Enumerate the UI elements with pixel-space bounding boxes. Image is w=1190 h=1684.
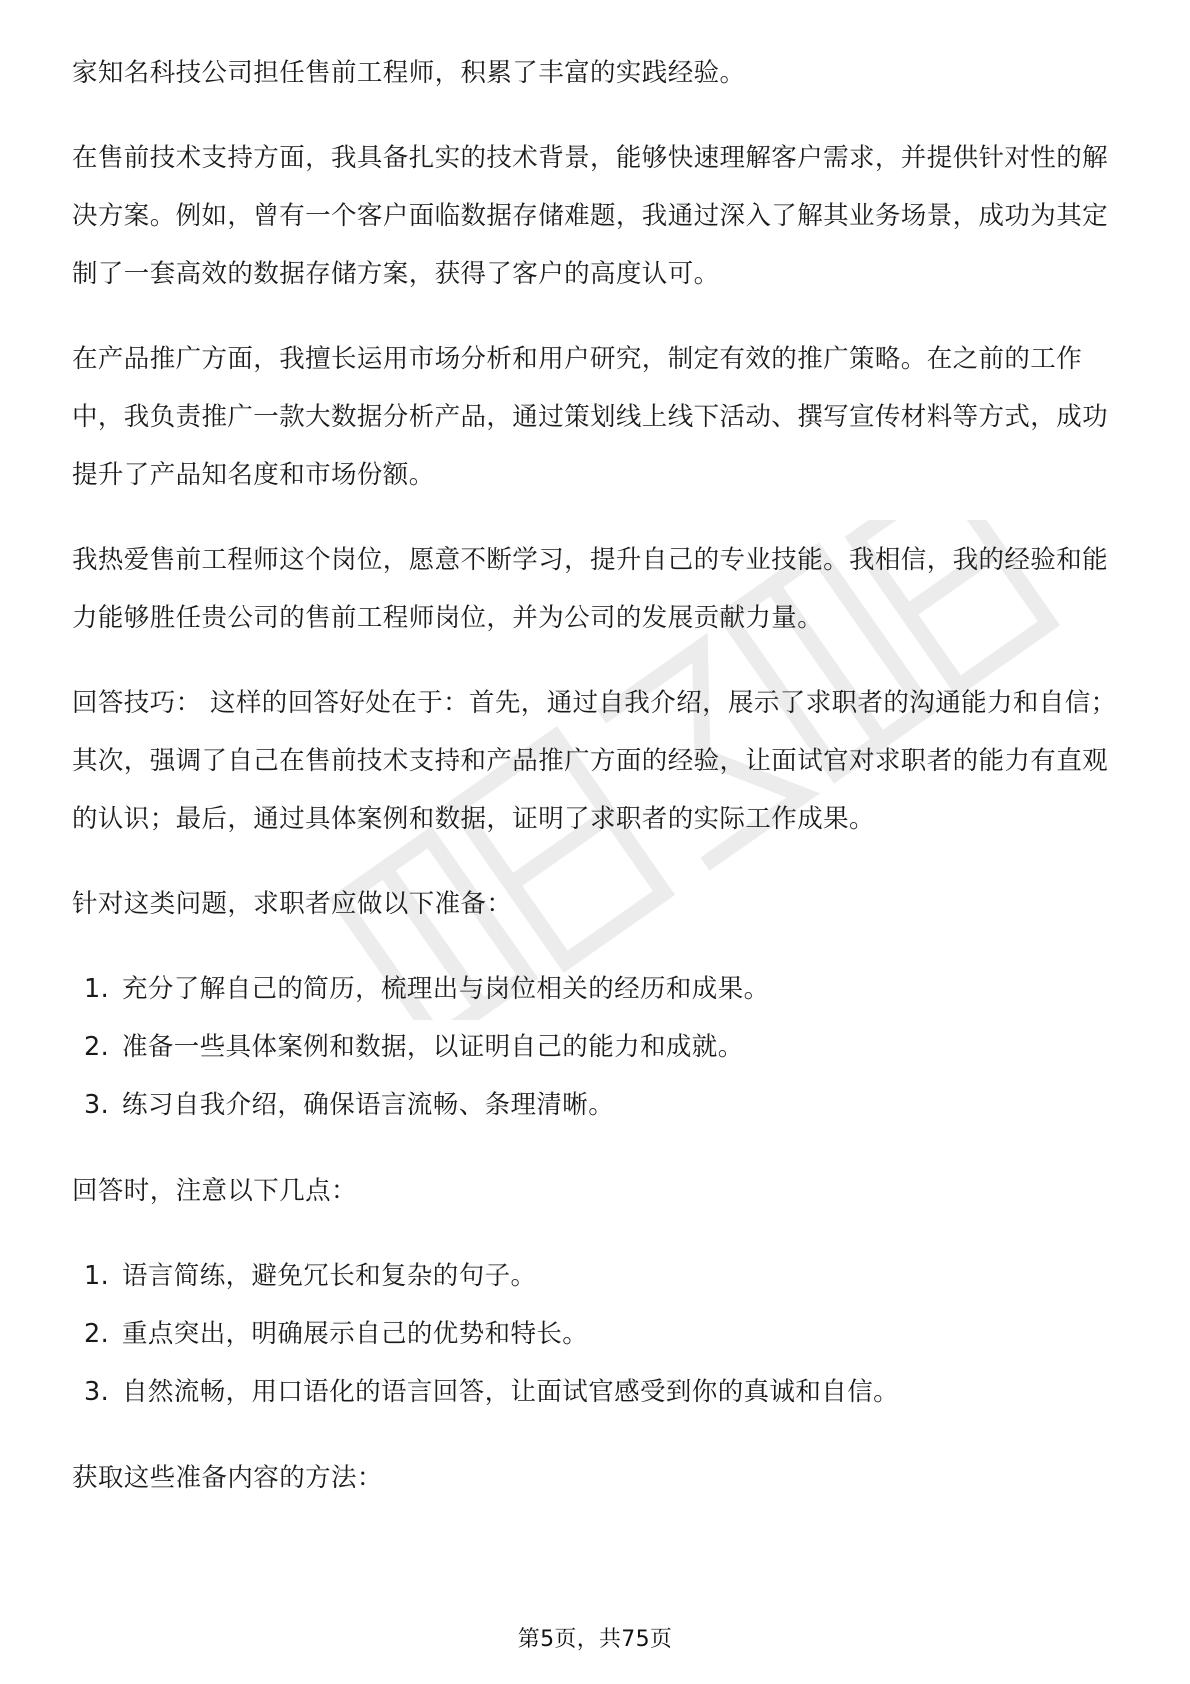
- paragraph: 在售前技术支持方面，我具备扎实的技术背景，能够快速理解客户需求，并提供针对性的解决方案。例如，曾有一个客户面临数据存储难题，我通过深入了解其业务场景，成功为其定制了一套高效的数据存储方案，获得了客户的高度认可。: [72, 143, 1109, 289]
- list-number: 1.: [84, 974, 110, 1004]
- paragraph: 在产品推广方面，我擅长运用市场分析和用户研究，制定有效的推广策略。在之前的工作中，我负责推广一款大数据分析产品，通过策划线上线下活动、撰写宣传材料等方式，成功提升了产品知名度和市场份额。: [72, 344, 1109, 490]
- preparation-list: [72, 960, 1118, 1134]
- list-item-text: 充分了解自己的简历，梳理出与岗位相关的经历和成果。: [122, 974, 770, 1004]
- list-number: 3.: [84, 1377, 110, 1407]
- list-item: [72, 1018, 1118, 1076]
- notice-heading: 回答时，注意以下几点：: [72, 1176, 357, 1206]
- list-item-text: 练习自我介绍，确保语言流畅、条理清晰。: [122, 1090, 615, 1120]
- list-number: 3.: [84, 1090, 110, 1120]
- notice-list: [72, 1247, 1118, 1421]
- list-item: [72, 1363, 1118, 1421]
- list-number: 2.: [84, 1032, 110, 1062]
- paragraph: 我热爱售前工程师这个岗位，愿意不断学习，提升自己的专业技能。我相信，我的经验和能力能够胜任贵公司的售前工程师岗位，并为公司的发展贡献力量。: [72, 545, 1109, 633]
- list-item: [72, 960, 1118, 1018]
- page-footer: 第5页，共75页: [517, 1627, 673, 1652]
- list-item-text: 语言简练，避免冗长和复杂的句子。: [122, 1261, 537, 1291]
- list-item-text: 重点突出，明确展示自己的优势和特长。: [122, 1319, 589, 1349]
- paragraph: 家知名科技公司担任售前工程师，积累了丰富的实践经验。: [72, 58, 746, 88]
- list-item-text: 自然流畅，用口语化的语言回答，让面试官感受到你的真诚和自信。: [122, 1377, 900, 1407]
- list-item-text: 准备一些具体案例和数据，以证明自己的能力和成就。: [122, 1032, 744, 1062]
- list-item: [72, 1247, 1118, 1305]
- list-item: [72, 1076, 1118, 1134]
- document-body: [72, 44, 1118, 1534]
- list-number: 2.: [84, 1319, 110, 1349]
- list-item: [72, 1305, 1118, 1363]
- answer-tips-paragraph: 回答技巧： 这样的回答好处在于：首先，通过自我介绍，展示了求职者的沟通能力和自信；其次，强调了自己在售前技术支持和产品推广方面的经验，让面试官对求职者的能力有直观的认识；最后，通过具体案例和数据，证明了求职者的实际工作成果。: [72, 688, 1117, 834]
- list-number: 1.: [84, 1261, 110, 1291]
- preparation-heading: 针对这类问题，求职者应做以下准备：: [72, 889, 513, 919]
- method-heading: 获取这些准备内容的方法：: [72, 1463, 383, 1493]
